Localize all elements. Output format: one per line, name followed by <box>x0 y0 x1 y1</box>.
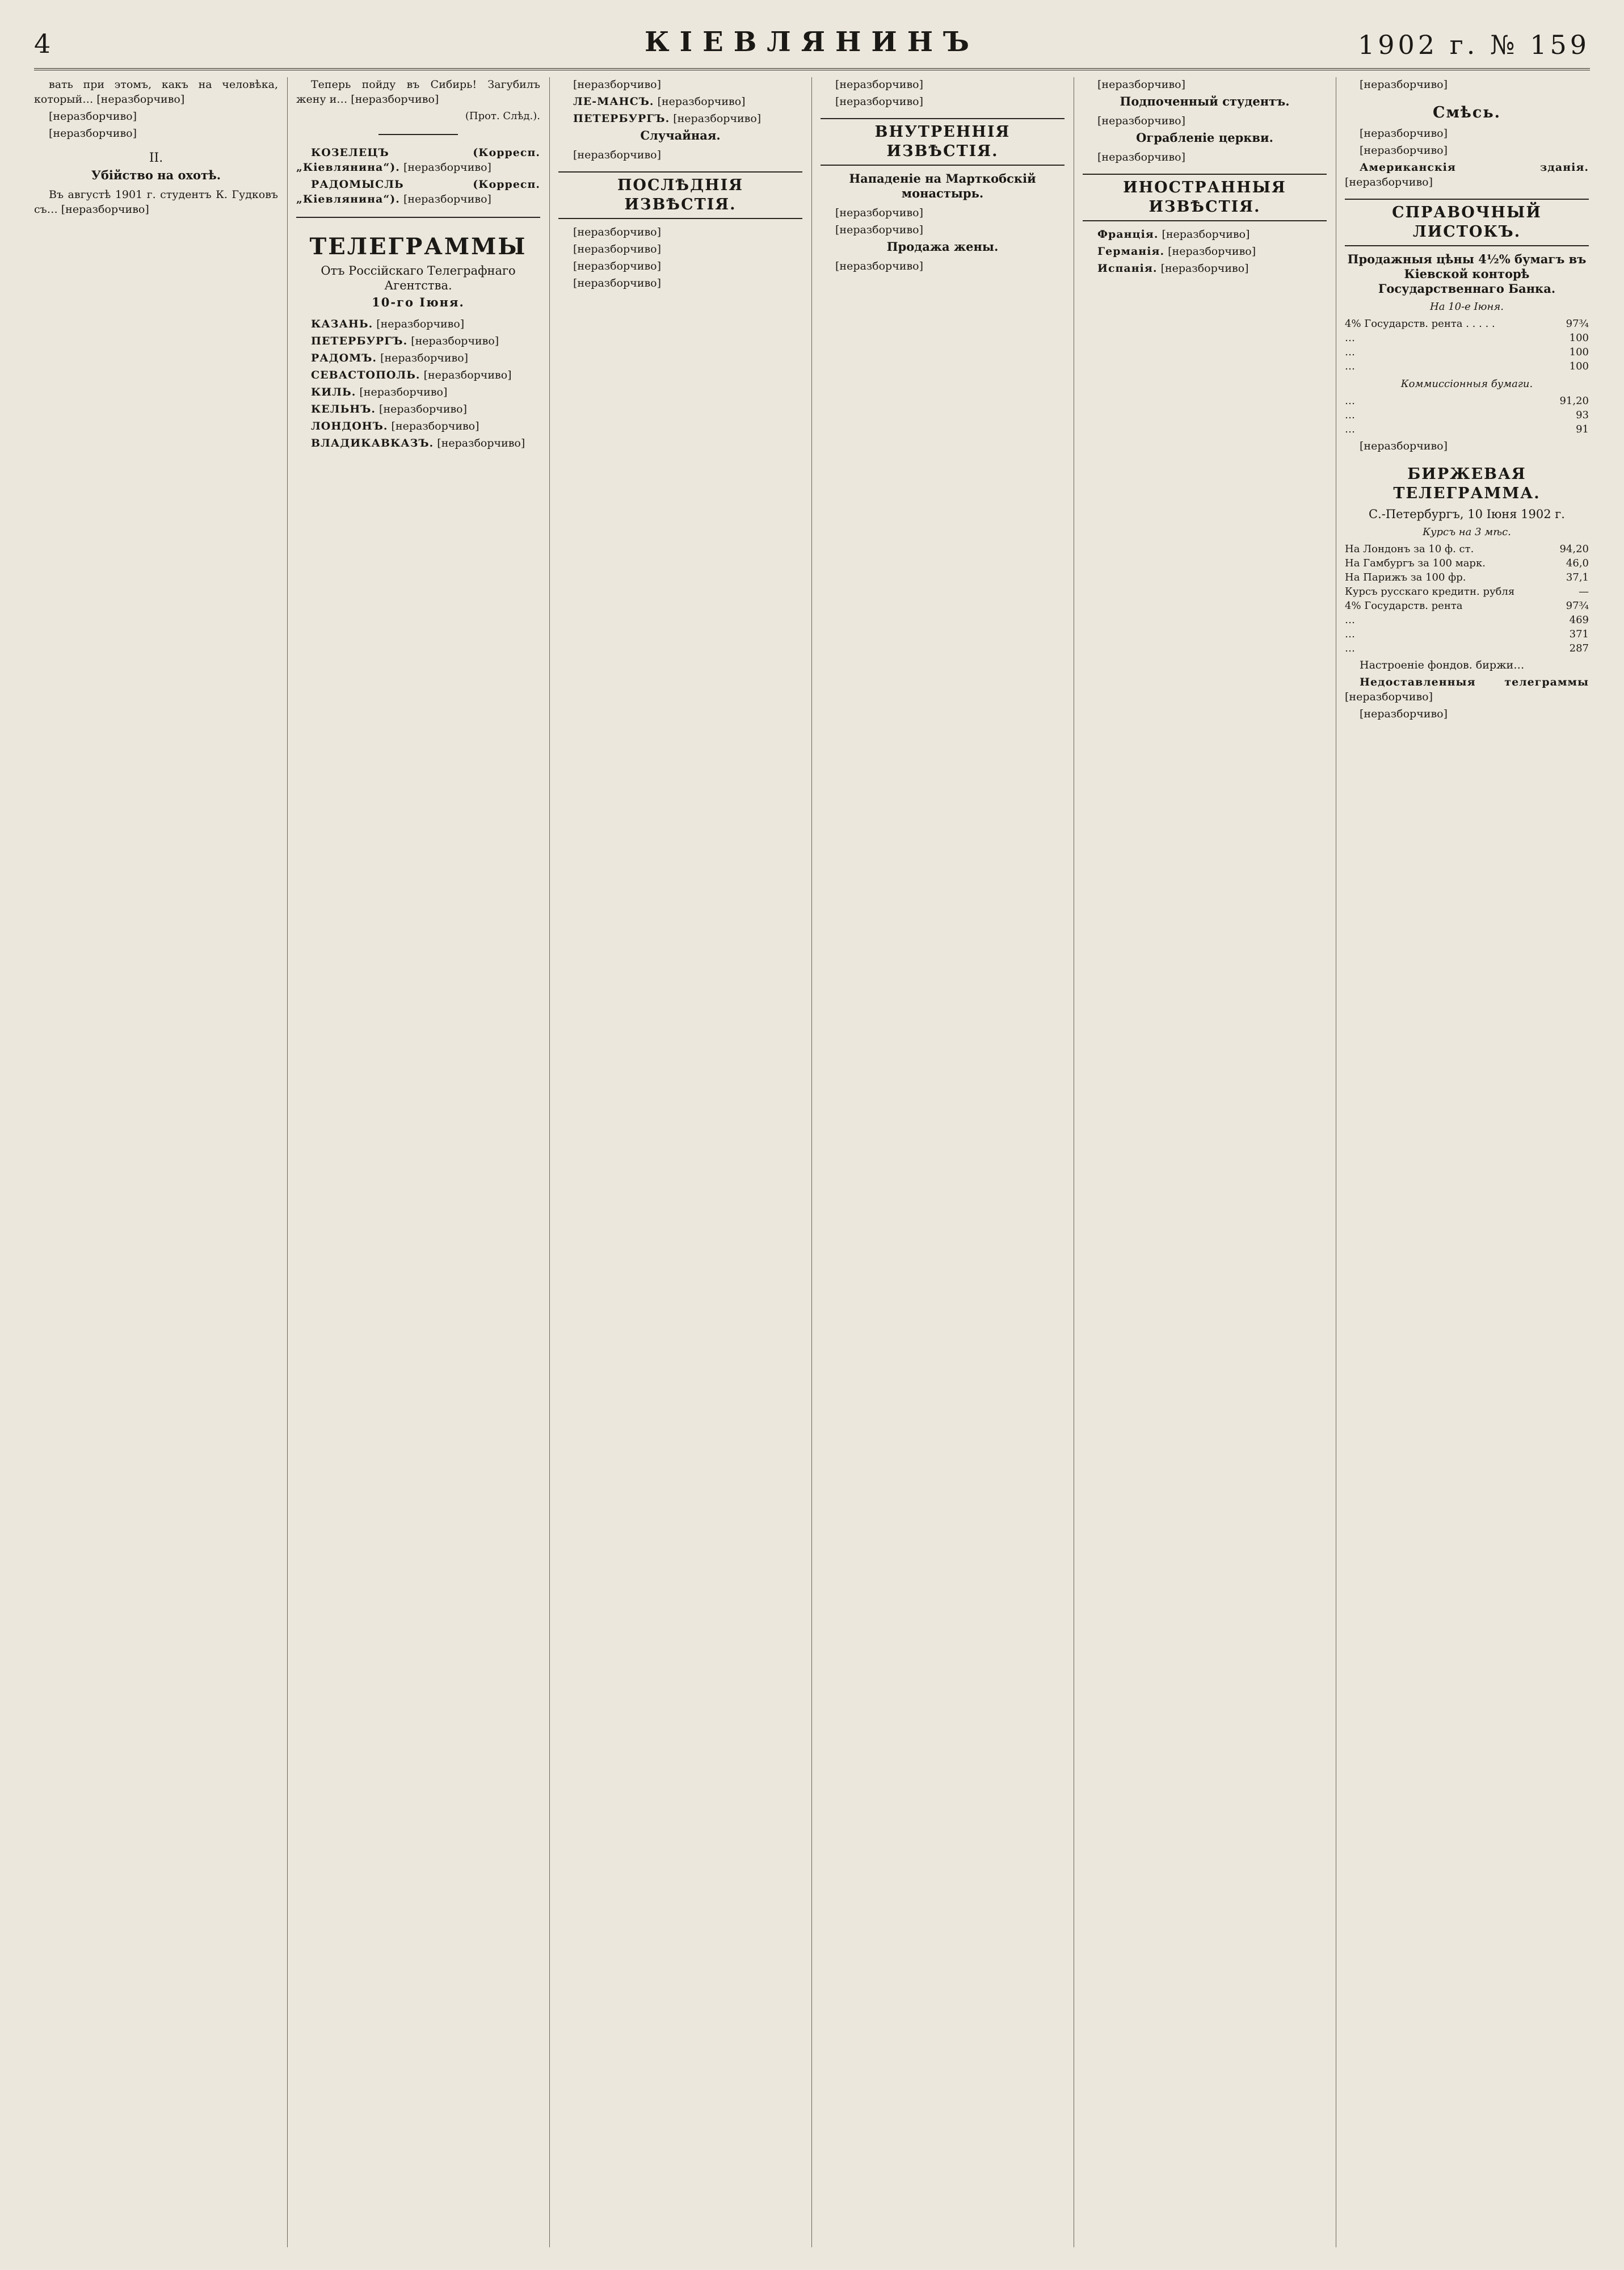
row-value: 37,1 <box>1566 571 1589 583</box>
page-number: 4 <box>34 28 51 59</box>
row-label: … <box>1345 395 1355 407</box>
row-label: Курсъ русскаго кредитн. рубля <box>1345 586 1515 598</box>
article-paragraph: [неразборчиво] <box>573 149 661 161</box>
telegram-city: СЕВАСТОПОЛЬ. <box>311 369 420 381</box>
table-row <box>1345 585 1589 599</box>
news-item: [неразборчиво] <box>573 243 661 255</box>
item-text: [неразборчиво] <box>1345 176 1433 188</box>
telegrams-text: [неразборчиво] <box>1345 691 1433 703</box>
commission-table <box>1345 394 1589 436</box>
article-paragraph: [неразборчиво] <box>1097 115 1185 127</box>
article-signature: (Прот. Слѣд.). <box>465 110 540 122</box>
column-1 <box>34 77 278 2247</box>
article-paragraph: Въ августѣ 1901 г. студентъ К. Гудковъ съ… [неразборчиво] <box>34 188 278 216</box>
article-paragraph: [неразборчиво] <box>835 78 923 91</box>
article-title: Случайная. <box>640 128 721 142</box>
row-label: 4% Государств. рента . . . . . <box>1345 318 1495 330</box>
table-row <box>1345 422 1589 436</box>
row-value: 91,20 <box>1559 395 1589 407</box>
telegram-text: [неразборчиво] <box>437 437 525 449</box>
table-row <box>1345 599 1589 613</box>
telegrams-lead: Недоставленныя телеграммы <box>1360 676 1589 688</box>
article-paragraph: [неразборчиво] <box>835 224 923 236</box>
news-item: [неразборчиво] <box>573 260 661 272</box>
table-row <box>1345 641 1589 655</box>
article-title: Продажа жены. <box>886 239 999 254</box>
country-lead: Германія. <box>1097 245 1165 258</box>
table-row <box>1345 570 1589 585</box>
row-label: … <box>1345 332 1355 344</box>
commission-heading: Коммиссіонныя бумаги. <box>1400 378 1533 390</box>
country-text: [неразборчиво] <box>1168 245 1256 258</box>
row-value: 91 <box>1576 423 1589 435</box>
table-row <box>1345 345 1589 359</box>
telegram-text: [неразборчиво] <box>391 420 479 432</box>
column-rule <box>811 77 812 2247</box>
dispatch-lead: РАДОМЫСЛЬ (Корресп. „Кіевлянина“). <box>296 178 540 205</box>
row-value: 97¾ <box>1566 318 1589 330</box>
article-paragraph: [неразборчиво] <box>835 95 923 108</box>
telegram-text: [неразборчиво] <box>359 386 448 398</box>
row-label: На Гамбургъ за 100 марк. <box>1345 557 1486 569</box>
dispatch-text: [неразборчиво] <box>403 193 491 205</box>
article-paragraph: [неразборчиво] <box>1360 144 1448 157</box>
mix-heading: Смѣсь. <box>1432 104 1501 121</box>
country-text: [неразборчиво] <box>1162 228 1250 241</box>
article-title: Убійство на охотѣ. <box>91 168 221 182</box>
country-lead: Франція. <box>1097 228 1159 241</box>
telegram-city: КЕЛЬНЪ. <box>311 403 376 415</box>
section-numeral: II. <box>149 151 163 165</box>
column-4 <box>821 77 1065 2247</box>
telegram-city: ПЕТЕРБУРГЪ. <box>573 112 670 125</box>
exchange-intro: Курсъ на 3 мѣс. <box>1423 526 1511 538</box>
table-row <box>1345 317 1589 331</box>
article-paragraph: [неразборчиво] <box>1360 78 1448 91</box>
row-label: … <box>1345 360 1355 372</box>
newspaper-title: КІЕВЛЯНИНЪ <box>644 26 979 58</box>
column-5 <box>1083 77 1327 2247</box>
exchange-date: С.-Петербургъ, 10 Іюня 1902 г. <box>1369 507 1565 521</box>
exchange-heading: БИРЖЕВАЯ ТЕЛЕГРАММА. <box>1393 465 1541 502</box>
row-label: … <box>1345 614 1355 626</box>
column-2 <box>296 77 540 2247</box>
news-item: [неразборчиво] <box>573 226 661 238</box>
row-value: 94,20 <box>1559 543 1589 555</box>
foreign-news-heading: ИНОСТРАННЫЯ ИЗВѢСТІЯ. <box>1083 174 1327 221</box>
article-paragraph: [неразборчиво] <box>49 127 137 140</box>
telegram-text: [неразборчиво] <box>380 352 469 364</box>
dispatch-text: [неразборчиво] <box>403 161 491 174</box>
exchange-table <box>1345 542 1589 655</box>
row-value: 469 <box>1569 614 1589 626</box>
telegram-city: ЛЕ-МАНСЪ. <box>573 95 654 108</box>
article-paragraph: [неразборчиво] <box>49 110 137 123</box>
column-rule <box>549 77 550 2247</box>
notices-text: [неразборчиво] <box>1360 708 1448 720</box>
row-value: 100 <box>1569 360 1589 372</box>
telegram-text: [неразборчиво] <box>411 335 499 347</box>
article-paragraph: [неразборчиво] <box>1097 78 1185 91</box>
telegram-city: РАДОМЪ. <box>311 352 377 364</box>
telegram-city: КАЗАНЬ. <box>311 318 373 330</box>
telegram-text: [неразборчиво] <box>657 95 746 108</box>
row-value: 287 <box>1569 642 1589 654</box>
commission-note: [неразборчиво] <box>1360 440 1448 452</box>
columns <box>34 77 1590 2247</box>
telegram-text: [неразборчиво] <box>423 369 512 381</box>
row-label: … <box>1345 346 1355 358</box>
row-label: … <box>1345 642 1355 654</box>
telegrams-heading: ТЕЛЕГРАММЫ <box>309 233 527 260</box>
row-value: 100 <box>1569 332 1589 344</box>
article-paragraph: [неразборчиво] <box>835 207 923 219</box>
item-lead: Американскія зданія. <box>1360 161 1589 174</box>
article-paragraph: [неразборчиво] <box>1360 127 1448 140</box>
row-value: 371 <box>1569 628 1589 640</box>
telegram-city: КИЛЬ. <box>311 386 356 398</box>
column-3 <box>558 77 802 2247</box>
article-paragraph: [неразборчиво] <box>835 260 923 272</box>
article-title: Подпоченный студентъ. <box>1120 94 1290 108</box>
masthead <box>34 23 1590 70</box>
latest-news-heading: ПОСЛѢДНІЯ ИЗВѢСТІЯ. <box>558 171 802 219</box>
newspaper-page <box>34 23 1590 2247</box>
article-paragraph: вать при этомъ, какъ на человѣка, который… [неразборчиво] <box>34 78 278 106</box>
row-value: 100 <box>1569 346 1589 358</box>
issue-number: 1902 г. № 159 <box>1358 30 1590 60</box>
row-value: 46,0 <box>1566 557 1589 569</box>
table-row <box>1345 556 1589 570</box>
divider <box>296 217 540 218</box>
telegram-text: [неразборчиво] <box>379 403 468 415</box>
column-rule <box>287 77 288 2247</box>
article-title: Нападеніе на Марткобскій монастырь. <box>849 171 1036 200</box>
telegram-city: ПЕТЕРБУРГЪ. <box>311 335 408 347</box>
telegram-text: [неразборчиво] <box>673 112 761 125</box>
article-title: Ограбленіе церкви. <box>1136 131 1273 145</box>
table-row <box>1345 408 1589 422</box>
row-label: … <box>1345 423 1355 435</box>
row-label: … <box>1345 409 1355 421</box>
article-paragraph: Теперь пойду въ Сибирь! Загубилъ жену и… [неразборчиво] <box>296 78 540 106</box>
row-value: — <box>1579 586 1589 598</box>
reference-subtitle: Продажныя цѣны 4½% бумагъ въ Кіевской конторѣ Государственнаго Банка. <box>1347 252 1587 296</box>
row-label: На Лондонъ за 10 ф. ст. <box>1345 543 1474 555</box>
row-value: 97¾ <box>1566 600 1589 612</box>
news-item: [неразборчиво] <box>573 277 661 289</box>
price-table <box>1345 317 1589 373</box>
table-row <box>1345 359 1589 373</box>
table-row <box>1345 394 1589 408</box>
row-label: 4% Государств. рента <box>1345 600 1463 612</box>
table-row <box>1345 613 1589 627</box>
country-text: [неразборчиво] <box>1160 262 1249 275</box>
country-lead: Испанія. <box>1097 262 1158 275</box>
divider <box>378 134 458 135</box>
row-value: 93 <box>1576 409 1589 421</box>
article-paragraph: [неразборчиво] <box>1097 151 1185 163</box>
article-paragraph: [неразборчиво] <box>573 78 661 91</box>
reference-heading: СПРАВОЧНЫЙ ЛИСТОКЪ. <box>1345 199 1589 246</box>
row-label: На Парижъ за 100 фр. <box>1345 571 1466 583</box>
exchange-footer: Настроеніе фондов. биржи… <box>1360 659 1525 671</box>
column-6 <box>1345 77 1589 2247</box>
telegrams-agency: Отъ Россійскаго Телеграфнаго Агентства. <box>321 264 516 292</box>
telegrams-date: 10-го Іюня. <box>372 295 465 309</box>
row-label: … <box>1345 628 1355 640</box>
internal-news-heading: ВНУТРЕННІЯ ИЗВѢСТІЯ. <box>821 118 1065 166</box>
telegram-city: ЛОНДОНЪ. <box>311 420 388 432</box>
telegram-text: [неразборчиво] <box>376 318 465 330</box>
table-row <box>1345 542 1589 556</box>
table-row <box>1345 627 1589 641</box>
reference-date: На 10-е Іюня. <box>1430 301 1504 313</box>
telegram-city: ВЛАДИКАВКАЗЪ. <box>311 437 434 449</box>
table-row <box>1345 331 1589 345</box>
dispatch-lead: КОЗЕЛЕЦЪ (Корресп. „Кіевлянина“). <box>296 146 540 174</box>
